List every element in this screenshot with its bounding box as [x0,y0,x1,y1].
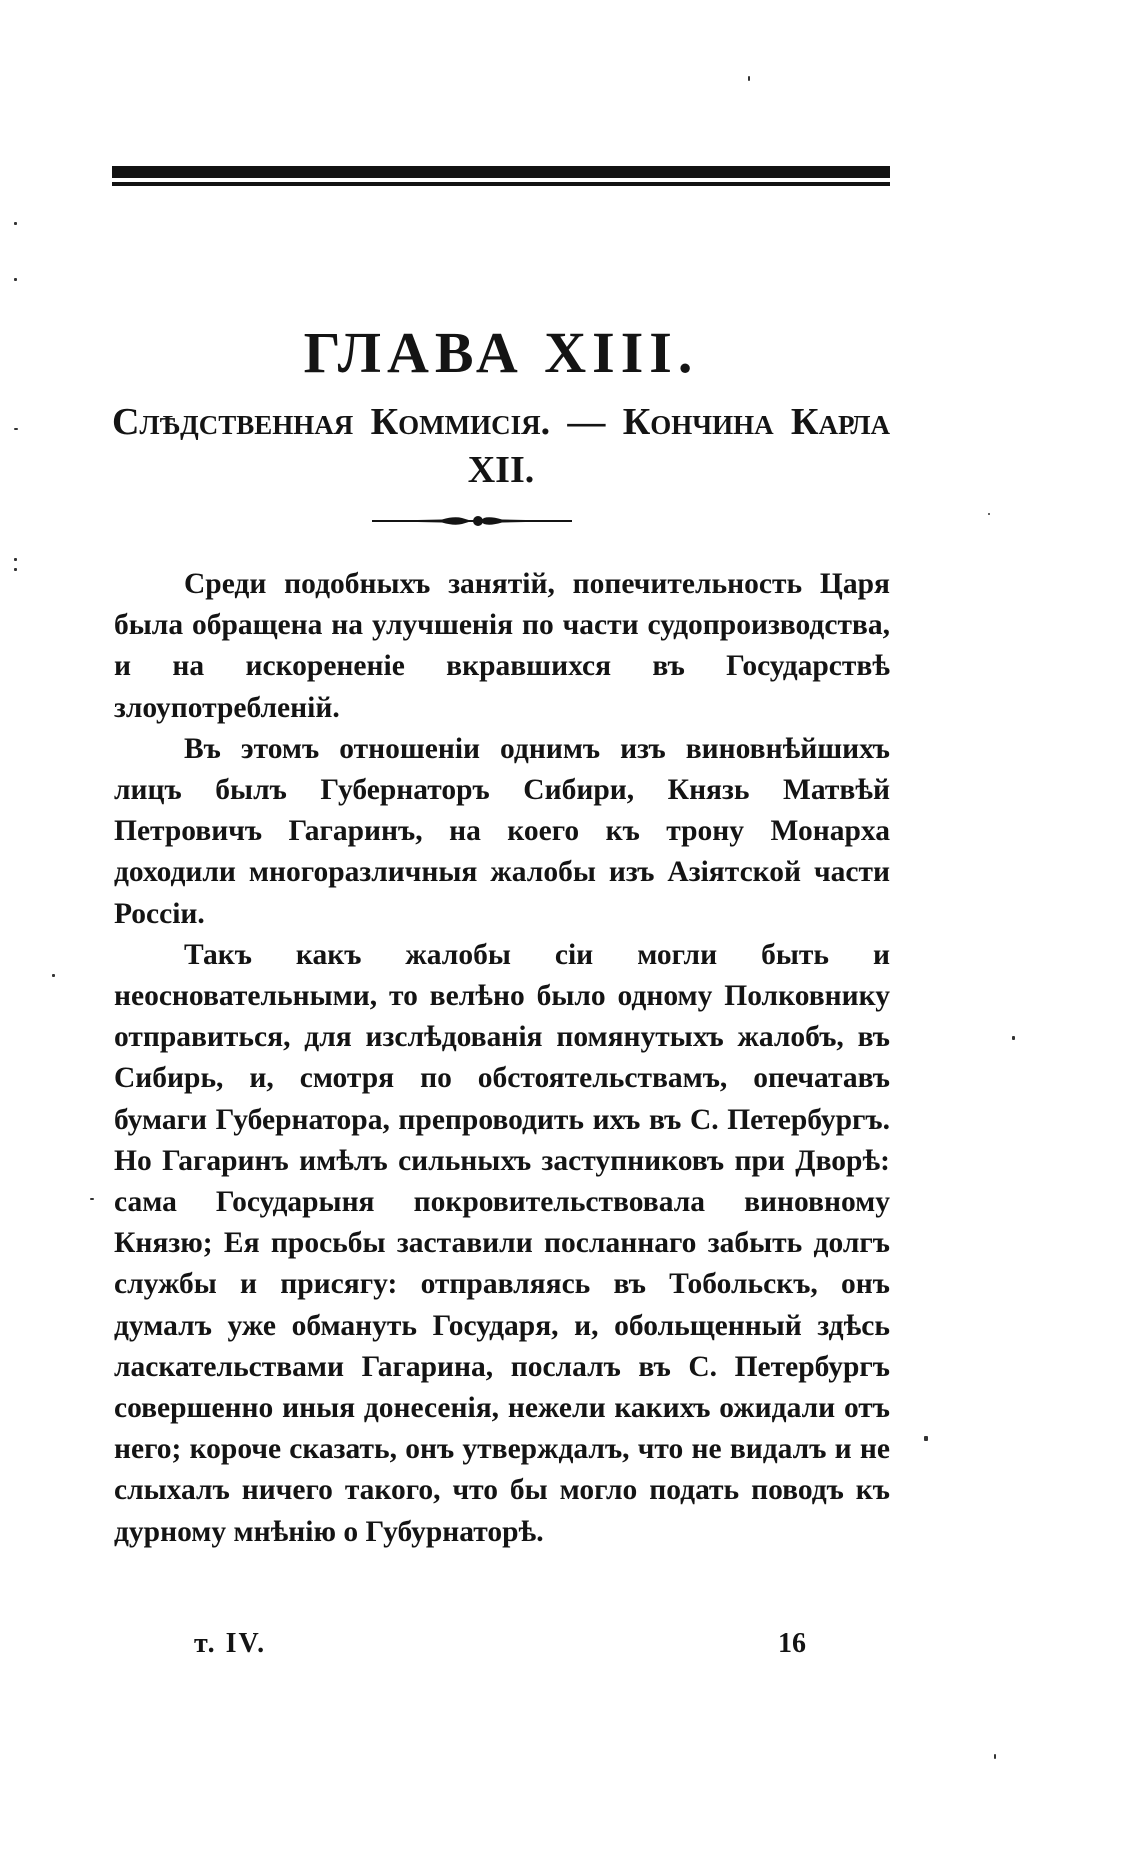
top-rule-thick [112,166,890,178]
ornament-divider-icon [372,514,572,528]
scan-speck [14,278,17,281]
paragraph-1: Среди подобныхъ занятій, попечительность Царя была обращена на улучшенія по части судопроизводства, и на искорененіе вкравшихся въ Государствѣ злоупотребленій. [114,568,890,724]
top-double-rule [112,166,890,188]
scan-speck [14,558,17,561]
top-rule-thin [112,182,890,186]
chapter-subtitle: Слѣдственная Коммисія. — Кончина Карла XII. [112,401,890,491]
scan-speck [994,1754,996,1759]
scan-speck [924,1436,928,1441]
page-footer [114,1628,890,1668]
scan-speck [14,568,17,571]
body-text [114,564,890,1553]
scan-speck [1012,1036,1015,1040]
scan-speck [748,76,750,81]
scan-speck [14,222,17,225]
scan-speck [90,1198,94,1200]
scan-speck [14,428,18,430]
signature-mark: т. IV. [194,1628,267,1659]
scan-speck [988,513,990,515]
page-number: 16 [778,1628,806,1659]
scan-speck [52,974,55,977]
paragraph-3: Такъ какъ жалобы сіи могли быть и неосновательными, то велѣно было одному Полковнику отправиться, для изслѣдованія помянутыхъ жалобъ, въ Сибирь, и, смотря по обстоятельствамъ, опечатавъ бумаги Губернатора, препроводить ихъ въ С. Петербургъ. Но Гагаринъ имѣлъ сильныхъ заступниковъ при Дворѣ: сама Государыня покровительствовала виновному Князю; Ея просьбы заставили посланнаго забыть долгъ службы и присягу: отправляясь въ Тобольскъ, онъ думалъ уже обмануть Государя, и, обольщенный здѣсь ласкательствами Гагарина, послалъ въ С. Петербургъ совершенно иныя донесенія, нежели какихъ ожидали отъ него; короче сказать, онъ утверждалъ, что не видалъ и не слыхалъ ничего такого, что бы могло подать поводъ къ дурному мнѣнію о Губурнаторѣ. [114,938,890,1548]
paragraph-2: Въ этомъ отношеніи однимъ изъ виновнѣйшихъ лицъ былъ Губернаторъ Сибири, Князь Матвѣй Петровичъ Гагаринъ, на коего къ трону Монарха доходили многоразличныя жалобы изъ Азіятской части Россіи. [114,732,890,930]
chapter-title: ГЛАВА XIII. [303,320,699,385]
